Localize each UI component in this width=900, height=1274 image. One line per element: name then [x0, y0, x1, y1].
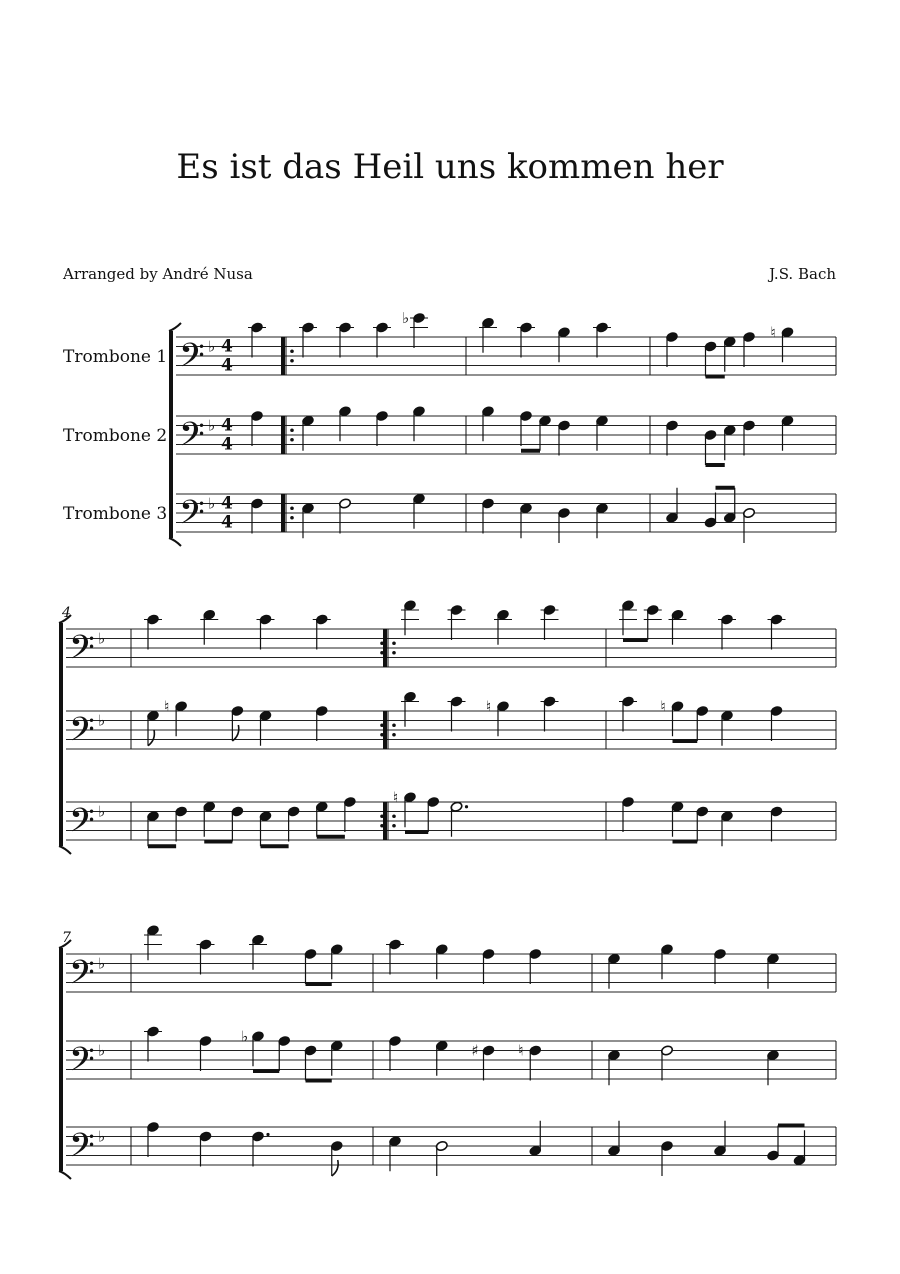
note: [299, 322, 317, 358]
natural-icon: ♮: [393, 788, 399, 807]
bass-clef-icon: 𝄢: [69, 954, 95, 1000]
note: [435, 1040, 448, 1076]
note: [251, 498, 264, 534]
bass-clef-icon: 𝄢: [179, 494, 205, 540]
time-signature-numerator: 4: [221, 493, 233, 514]
bass-clef-icon: 𝄢: [69, 802, 95, 848]
staff-2: [66, 1041, 836, 1087]
composer-credit: J.S. Bach: [769, 265, 836, 283]
note: [147, 811, 160, 847]
key-signature-flat-icon: ♭: [98, 802, 106, 821]
note: [147, 710, 160, 746]
natural-icon: ♮: [486, 697, 492, 716]
note: [257, 614, 275, 650]
note: [330, 944, 343, 980]
time-signature-numerator: 4: [221, 415, 233, 436]
note: [386, 939, 404, 975]
note: [520, 410, 533, 446]
note: [450, 801, 468, 837]
note: [704, 493, 717, 529]
natural-icon: ♮: [660, 697, 666, 716]
note: [401, 600, 419, 636]
note: [259, 811, 272, 847]
note: [147, 1121, 160, 1157]
note: [518, 1042, 541, 1081]
note: [714, 1121, 727, 1157]
note: [767, 953, 780, 989]
note: [793, 1130, 806, 1166]
note: [661, 1140, 674, 1176]
note: [315, 705, 328, 741]
measure: [385, 600, 559, 840]
note: [596, 503, 609, 539]
instrument-label: Trombone 3: [63, 504, 168, 524]
system-1: [63, 309, 836, 546]
note: [669, 609, 687, 645]
repeat-dot: [290, 359, 294, 363]
dot: [465, 805, 468, 808]
measure: [606, 600, 786, 847]
note: [144, 925, 162, 961]
repeat-dot: [392, 651, 396, 655]
note: [767, 1050, 780, 1086]
note: [203, 801, 216, 837]
staff-2: [63, 416, 836, 463]
note: [402, 309, 428, 348]
note: [304, 948, 317, 984]
repeat-dot: [290, 516, 294, 520]
bass-clef-icon: 𝄢: [69, 1127, 95, 1173]
system-2: [59, 600, 836, 854]
repeat-dot: [392, 824, 396, 828]
note: [448, 604, 466, 640]
note: [714, 948, 727, 984]
note: [529, 1121, 542, 1157]
note: [479, 317, 497, 353]
note: [315, 801, 328, 837]
note: [448, 696, 466, 732]
note: [558, 507, 571, 543]
note: [251, 410, 264, 446]
note: [529, 948, 542, 984]
note: [644, 604, 662, 640]
note: [175, 806, 188, 842]
note: [330, 1140, 343, 1176]
note: [671, 801, 684, 837]
note: [259, 710, 272, 746]
bass-clef-icon: 𝄢: [69, 629, 95, 675]
time-signature-denominator: 4: [221, 355, 233, 376]
note: [482, 948, 495, 984]
note: [249, 934, 267, 970]
note: [661, 1045, 674, 1081]
repeat-dot: [290, 438, 294, 442]
note: [743, 420, 756, 456]
note: [768, 614, 786, 650]
note: [304, 1045, 317, 1081]
note: [482, 406, 495, 442]
time-signature-numerator: 4: [221, 336, 233, 357]
note: [389, 1035, 402, 1071]
key-signature-flat-icon: ♭: [98, 711, 106, 730]
repeat-dot: [392, 814, 396, 818]
note: [721, 811, 734, 847]
note: [619, 600, 637, 636]
note: [200, 609, 218, 645]
natural-icon: ♮: [164, 697, 170, 716]
measure: [131, 609, 384, 846]
note: [661, 944, 674, 980]
bass-clef-icon: 𝄢: [179, 416, 205, 462]
note: [596, 415, 609, 451]
note: [743, 331, 756, 367]
note: [721, 710, 734, 746]
note: [343, 796, 356, 832]
note: [330, 1040, 343, 1076]
natural-icon: ♮: [770, 323, 776, 342]
note: [558, 327, 571, 363]
note: [704, 341, 717, 377]
key-signature-flat-icon: ♭: [208, 494, 216, 513]
note: [619, 696, 637, 732]
note: [231, 806, 244, 842]
repeat-dot: [290, 428, 294, 432]
note: [608, 953, 621, 989]
note: [718, 614, 736, 650]
note: [472, 1042, 495, 1081]
note: [593, 322, 611, 358]
note: [696, 705, 709, 741]
note: [666, 331, 679, 367]
note: [373, 322, 391, 358]
note: [558, 420, 571, 456]
note: [231, 705, 244, 741]
note: [723, 488, 736, 524]
measure-number: 4: [62, 605, 71, 621]
note: [723, 425, 736, 461]
key-signature-flat-icon: ♭: [98, 954, 106, 973]
measure: [466, 317, 611, 543]
note: [302, 415, 315, 451]
note: [389, 1136, 402, 1172]
piece-title: Es ist das Heil uns kommen her: [176, 147, 724, 187]
note: [435, 944, 448, 980]
key-signature-flat-icon: ♭: [98, 1127, 106, 1146]
note: [541, 604, 559, 640]
measure: [373, 939, 542, 1176]
note: [199, 1035, 212, 1071]
note: [302, 503, 315, 539]
note: [482, 498, 495, 534]
note: [413, 493, 426, 529]
note: [287, 806, 300, 842]
system-3: [59, 925, 836, 1179]
eighth-flag: [148, 730, 154, 746]
measure-number: 7: [62, 930, 71, 946]
repeat-dot: [290, 506, 294, 510]
note: [401, 691, 419, 727]
repeat-dot: [392, 723, 396, 727]
key-signature-flat-icon: ♭: [208, 337, 216, 356]
note: [339, 406, 352, 442]
note: [608, 1121, 621, 1157]
note: [144, 614, 162, 650]
time-signature-denominator: 4: [221, 512, 233, 533]
staff-3: [63, 494, 836, 541]
note: [743, 507, 756, 543]
key-signature-flat-icon: ♭: [98, 629, 106, 648]
sharp-icon: ♯: [471, 1041, 479, 1060]
note: [494, 609, 512, 645]
note: [666, 488, 679, 524]
note: [248, 322, 266, 358]
score-systems: [59, 309, 836, 1179]
staff-1: [66, 954, 836, 1000]
note: [413, 406, 426, 442]
dot: [266, 1133, 269, 1136]
note: [539, 415, 552, 451]
note: [517, 322, 535, 358]
key-signature-flat-icon: ♭: [208, 416, 216, 435]
note: [313, 614, 331, 650]
repeat-dot: [392, 641, 396, 645]
arranger-credit: Arranged by André Nusa: [63, 265, 253, 283]
instrument-label: Trombone 1: [63, 347, 168, 367]
note: [770, 806, 783, 842]
note: [608, 1050, 621, 1086]
note: [376, 410, 389, 446]
note: [704, 429, 717, 465]
note: [723, 336, 736, 372]
measure: [248, 322, 266, 534]
bass-clef-icon: 𝄢: [69, 711, 95, 757]
note: [520, 503, 533, 539]
note: [435, 1140, 448, 1176]
eighth-flag: [332, 1160, 338, 1176]
note: [767, 1126, 780, 1162]
note: [427, 796, 440, 832]
eighth-flag: [232, 725, 238, 741]
flat-icon: ♭: [241, 1027, 249, 1046]
bass-clef-icon: 𝄢: [69, 1041, 95, 1087]
note: [666, 420, 679, 456]
note: [339, 498, 352, 534]
note: [770, 705, 783, 741]
note: [278, 1035, 291, 1071]
flat-icon: ♭: [402, 309, 410, 327]
key-signature-flat-icon: ♭: [98, 1041, 106, 1060]
repeat-dot: [392, 733, 396, 737]
note: [541, 696, 559, 732]
repeat-dot: [290, 349, 294, 353]
note: [144, 1026, 162, 1062]
note: [622, 796, 635, 832]
time-signature-denominator: 4: [221, 434, 233, 455]
note: [781, 415, 794, 451]
note: [336, 322, 354, 358]
note: [696, 806, 709, 842]
bass-clef-icon: 𝄢: [179, 337, 205, 383]
bracket-top-hook: [169, 323, 181, 331]
instrument-label: Trombone 2: [63, 426, 168, 446]
natural-icon: ♮: [518, 1041, 524, 1060]
note: [199, 1131, 212, 1167]
note: [197, 939, 215, 975]
